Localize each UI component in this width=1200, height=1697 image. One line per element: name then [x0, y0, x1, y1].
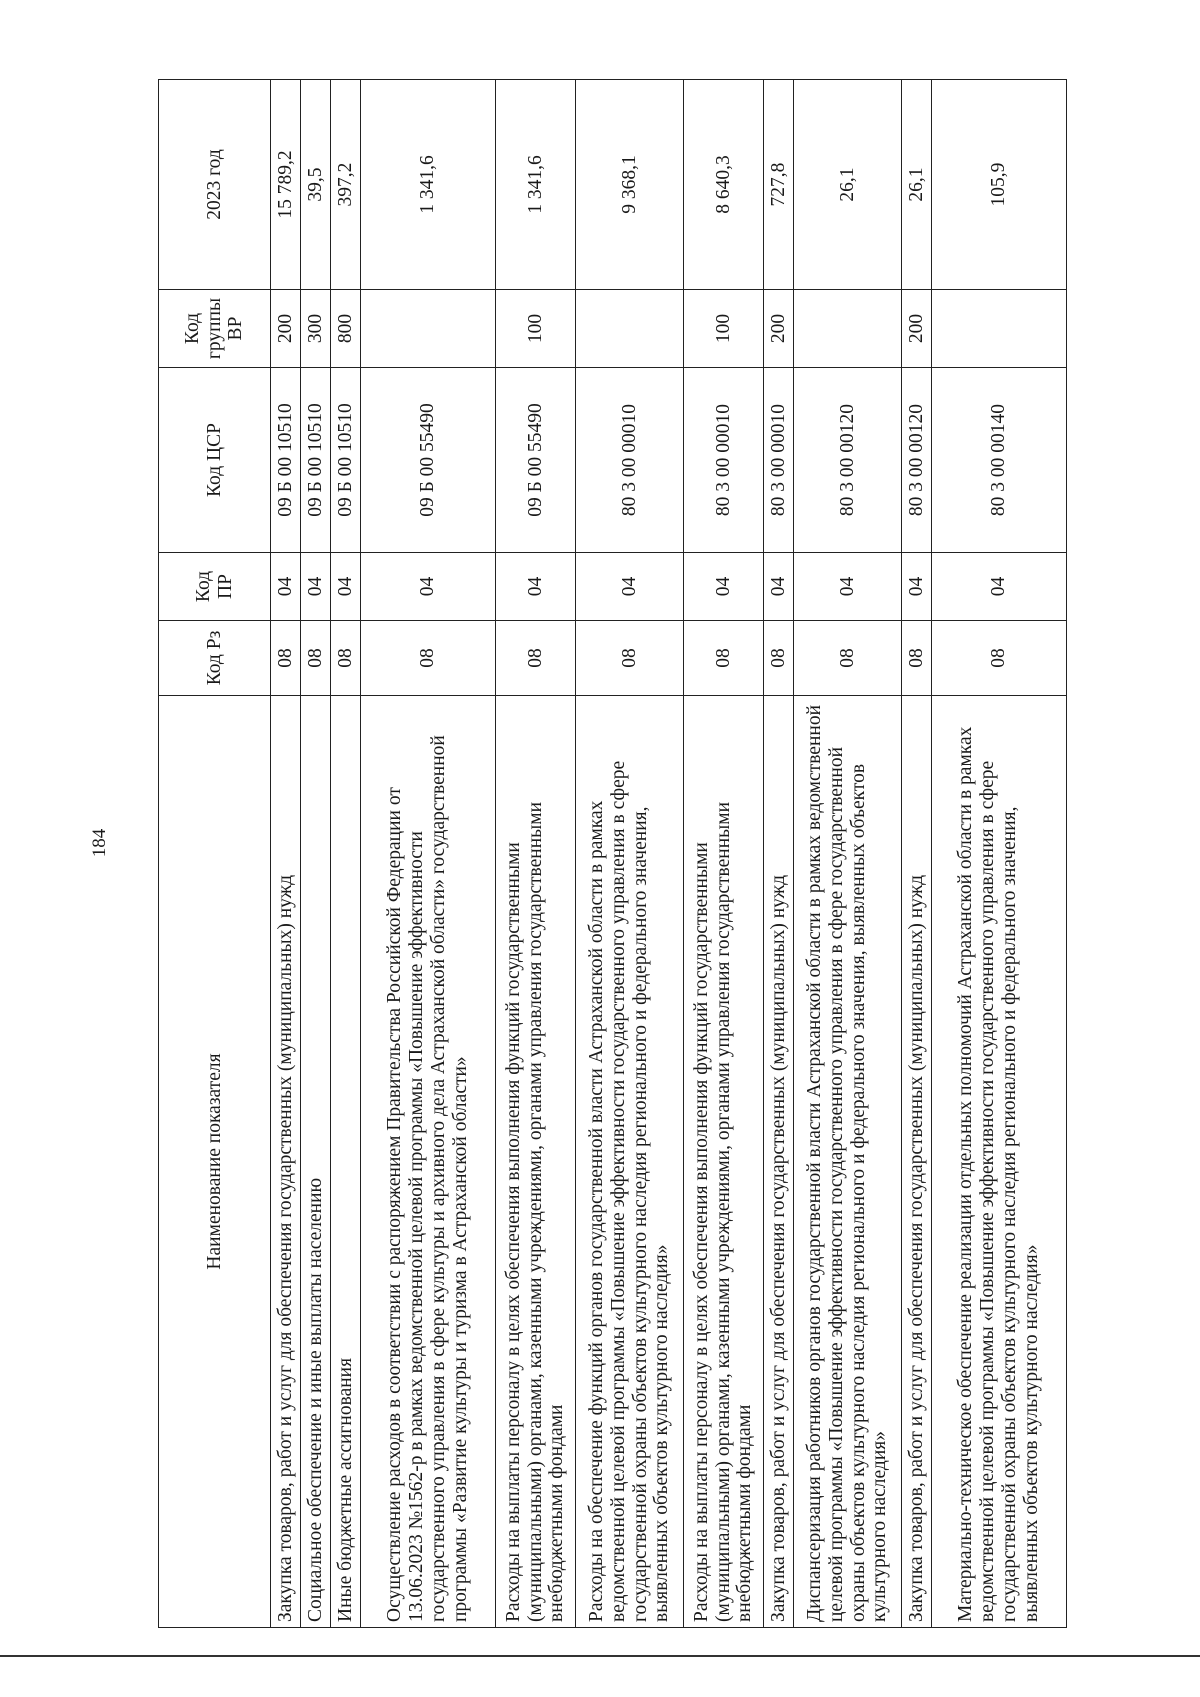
table-row [331, 80, 361, 1628]
budget-table-container [158, 80, 1043, 1628]
row-vr: 200 [271, 290, 301, 368]
row-value: 105,9 [932, 80, 1067, 290]
row-rz: 08 [361, 621, 496, 696]
row-pr: 04 [902, 553, 932, 621]
row-value: 15 789,2 [271, 80, 301, 290]
row-name: Закупка товаров, работ и услуг для обеспечения государственных (муниципальных) нужд [902, 696, 932, 1628]
row-pr: 04 [301, 553, 331, 621]
table-row [576, 80, 684, 1628]
row-csr: 09 Б 00 10510 [271, 368, 301, 553]
table-row [361, 80, 496, 1628]
table-row [496, 80, 576, 1628]
row-vr [794, 290, 902, 368]
row-vr: 200 [764, 290, 794, 368]
row-rz: 08 [271, 621, 301, 696]
row-pr: 04 [576, 553, 684, 621]
budget-table [158, 79, 1067, 1628]
row-vr: 300 [301, 290, 331, 368]
row-pr: 04 [764, 553, 794, 621]
row-pr: 04 [794, 553, 902, 621]
row-pr: 04 [271, 553, 301, 621]
row-value: 1 341,6 [361, 80, 496, 290]
row-csr: 09 Б 00 10510 [301, 368, 331, 553]
row-value: 9 368,1 [576, 80, 684, 290]
table-row [932, 80, 1067, 1628]
row-value: 397,2 [331, 80, 361, 290]
row-value: 1 341,6 [496, 80, 576, 290]
row-pr: 04 [361, 553, 496, 621]
row-csr: 80 3 00 00010 [764, 368, 794, 553]
row-rz: 08 [932, 621, 1067, 696]
row-vr [932, 290, 1067, 368]
row-csr: 80 3 00 00010 [576, 368, 684, 553]
row-value: 727,8 [764, 80, 794, 290]
row-name: Расходы на выплаты персоналу в целях обеспечения выполнения функций государственными (муниципальными) органами, казенными учреждениями, органами управления государственными внебюджетными фондами [496, 696, 576, 1628]
row-name: Материально-техническое обеспечение реализации отдельных полномочий Астраханской области в рамках ведомственной целевой программы «Повышение эффективности государственного управления в сфере государственной охраны объектов культурного наследия регионального и федерального значения, выявленных объектов культурного наследия» [932, 696, 1067, 1628]
table-row [271, 80, 301, 1628]
header-name: Наименование показателя [159, 696, 271, 1628]
row-name: Расходы на выплаты персоналу в целях обеспечения выполнения функций государственными (муниципальными) органами, казенными учреждениями, органами управления государственными внебюджетными фондами [684, 696, 764, 1628]
header-vr: Код группы ВР [159, 290, 271, 368]
row-name: Диспансеризация работников органов государственной власти Астраханской области в рамках ведомственной целевой программы «Повышение эффективности государственного управления в сфере государственной охраны объектов культурного наследия регионального и федерального значения, выявленных объектов культурного наследия» [794, 696, 902, 1628]
page-number: 184 [89, 828, 110, 858]
row-pr: 04 [932, 553, 1067, 621]
row-value: 26,1 [794, 80, 902, 290]
row-csr: 80 3 00 00010 [684, 368, 764, 553]
row-rz: 08 [331, 621, 361, 696]
row-name: Осуществление расходов в соответствии с распоряжением Правительства Российской Федерации от 13.06.2023 №1562-р в рамках ведомственной целевой программы «Повышение эффективности государственного управления в сфере культуры и архивного дела Астраханской области» государственной программы «Развитие культуры и туризма в Астраханской области» [361, 696, 496, 1628]
row-csr: 80 3 00 00120 [902, 368, 932, 553]
row-name: Закупка товаров, работ и услуг для обеспечения государственных (муниципальных) нужд [271, 696, 301, 1628]
row-name: Расходы на обеспечение функций органов государственной власти Астраханской области в рамках ведомственной целевой программы «Повышение эффективности государственного управления в сфере государственной охраны объектов культурного наследия регионального и федерального значения, выявленных объектов культурного наследия» [576, 696, 684, 1628]
row-value: 26,1 [902, 80, 932, 290]
row-vr: 100 [496, 290, 576, 368]
row-vr [576, 290, 684, 368]
table-header-row [159, 80, 271, 1628]
row-name: Социальное обеспечение и иные выплаты населению [301, 696, 331, 1628]
row-pr: 04 [684, 553, 764, 621]
row-vr [361, 290, 496, 368]
row-csr: 80 3 00 00120 [794, 368, 902, 553]
row-rz: 08 [301, 621, 331, 696]
row-vr: 100 [684, 290, 764, 368]
bottom-rule [0, 1655, 1200, 1657]
row-pr: 04 [496, 553, 576, 621]
row-vr: 800 [331, 290, 361, 368]
table-row [301, 80, 331, 1628]
row-value: 8 640,3 [684, 80, 764, 290]
table-row [684, 80, 764, 1628]
header-csr: Код ЦСР [159, 368, 271, 553]
row-pr: 04 [331, 553, 361, 621]
row-rz: 08 [496, 621, 576, 696]
row-rz: 08 [902, 621, 932, 696]
header-pr: Код ПР [159, 553, 271, 621]
row-rz: 08 [794, 621, 902, 696]
row-rz: 08 [684, 621, 764, 696]
row-csr: 09 Б 00 55490 [496, 368, 576, 553]
row-vr: 200 [902, 290, 932, 368]
row-rz: 08 [764, 621, 794, 696]
row-rz: 08 [576, 621, 684, 696]
row-csr: 09 Б 00 10510 [331, 368, 361, 553]
row-name: Иные бюджетные ассигнования [331, 696, 361, 1628]
row-name: Закупка товаров, работ и услуг для обеспечения государственных (муниципальных) нужд [764, 696, 794, 1628]
table-row [902, 80, 932, 1628]
row-value: 39,5 [301, 80, 331, 290]
header-year: 2023 год [159, 80, 271, 290]
row-csr: 09 Б 00 55490 [361, 368, 496, 553]
row-csr: 80 3 00 00140 [932, 368, 1067, 553]
table-row [764, 80, 794, 1628]
header-rz: Код Рз [159, 621, 271, 696]
table-row [794, 80, 902, 1628]
